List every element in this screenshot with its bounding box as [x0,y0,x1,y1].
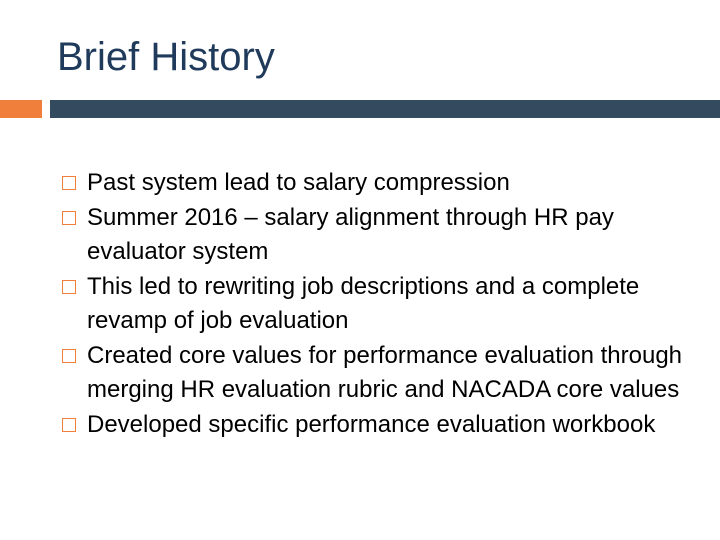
hollow-square-bullet-icon [62,418,76,432]
bullet-item [59,270,699,339]
bullet-list [59,166,699,442]
slide-title: Brief History [57,35,275,79]
bullet-text: Past system lead to salary compression [87,169,510,196]
title-accent-bar [0,100,42,118]
bullet-item [59,166,699,201]
bullet-item [59,339,699,408]
hollow-square-bullet-icon [62,211,76,225]
bullet-text: This led to rewriting job descriptions and a complete revamp of job evaluation [87,272,640,334]
title-divider-bar [50,100,720,118]
hollow-square-bullet-icon [62,349,76,363]
bullet-item [59,408,699,443]
hollow-square-bullet-icon [62,280,76,294]
bullet-text: Created core values for performance evaluation through merging HR evaluation rubric and NACADA core values [87,341,683,403]
bullet-text: Summer 2016 – salary alignment through HR pay evaluator system [87,203,614,265]
bullet-item [59,201,699,270]
hollow-square-bullet-icon [62,176,76,190]
bullet-text: Developed specific performance evaluation workbook [87,410,656,438]
